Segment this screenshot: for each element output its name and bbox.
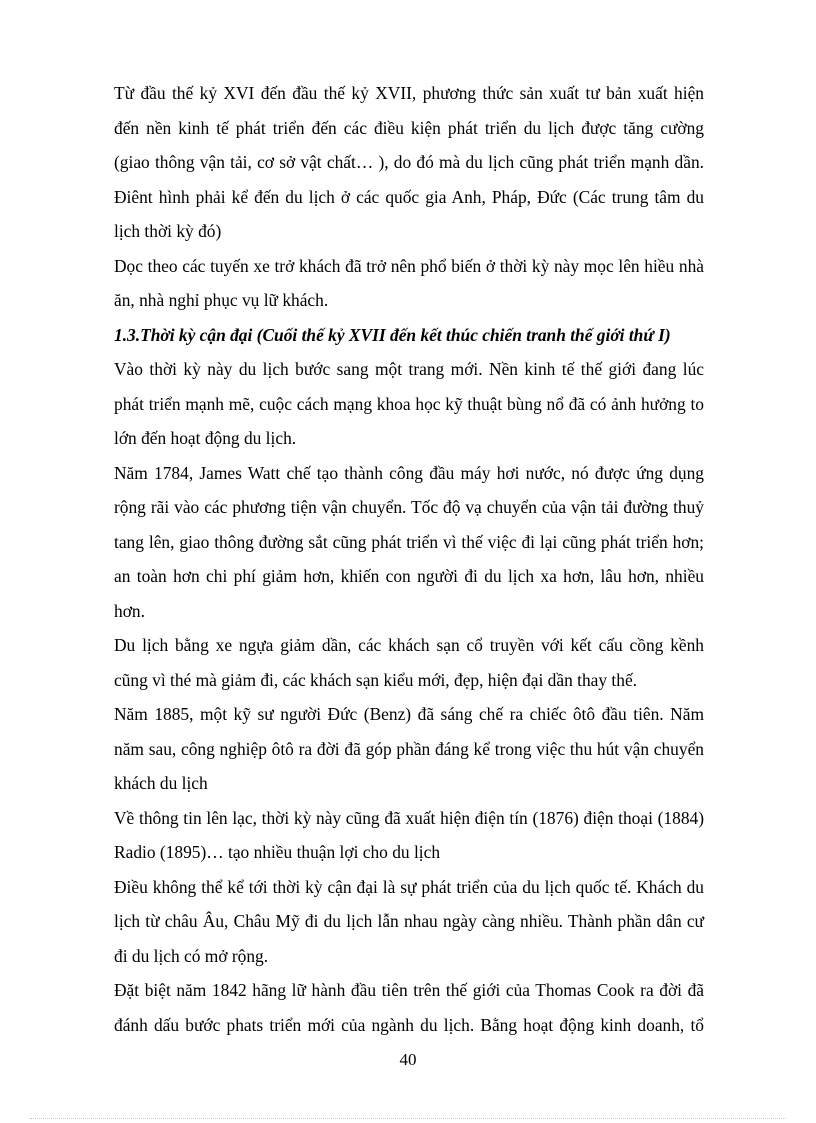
paragraph xyxy=(114,352,704,456)
text-line: Du lịch bằng xe ngựa giảm dần, các khách sạn cổ truyền với kết cấu cồng kềnh xyxy=(114,635,704,655)
text-line: lịch thời kỳ đó) xyxy=(114,221,222,241)
text-line: cũng vì thé mà giảm đi, các khách sạn kiểu mới, đẹp, hiện đại dần thay thế. xyxy=(114,669,638,690)
page-body xyxy=(114,76,704,1042)
text-line: Radio (1895)… tạo nhiều thuận lợi cho du lịch xyxy=(114,842,441,862)
text-line: đến nền kinh tế phát triển đến các điều kiện phát triển du lịch được tăng cường xyxy=(114,117,704,138)
text-line: lịch từ châu Âu, Châu Mỹ đi du lịch lẫn nhau ngày càng nhiều. Thành phần dân cư xyxy=(114,911,704,931)
text-line: đi du lịch có mở rộng. xyxy=(114,945,269,966)
text-line: an toàn hơn chi phí giảm hơn, khiến con người đi du lịch xa hơn, lâu hơn, nhiều xyxy=(114,566,704,586)
text-line: Điều không thể kể tới thời kỳ cận đại là sự phát triển của du lịch quốc tế. Khách du xyxy=(114,876,704,897)
text-line: phát triển mạnh mẽ, cuộc cách mạng khoa học kỹ thuật bùng nổ đã có ảnh hưởng to xyxy=(114,393,704,414)
text-line: lớn đến hoạt động du lịch. xyxy=(114,428,297,448)
text-line: Năm 1885, một kỹ sư người Đức (Benz) đã sáng chế ra chiếc ôtô đầu tiên. Năm xyxy=(114,704,704,724)
paragraph xyxy=(114,870,704,974)
text-line: (giao thông vận tải, cơ sở vật chất… ), do đó mà du lịch cũng phát triển mạnh dần. xyxy=(114,152,704,172)
paragraph xyxy=(114,76,704,249)
paragraph xyxy=(114,249,704,318)
text-line: tang lên, giao thông đường sắt cũng phát triển vì thế việc đi lại cũng phát triển hơn; xyxy=(114,531,704,552)
text-line: Năm 1784, James Watt chế tạo thành công đầu máy hơi nước, nó được ứng dụng xyxy=(114,462,704,483)
text-line: rộng rãi vào các phương tiện vận chuyển. Tốc độ vạ chuyển của vận tải đường thuỷ xyxy=(114,497,704,517)
text-line: Về thông tin lên lạc, thời kỳ này cũng đã xuất hiện điện tín (1876) điện thoại (1884) xyxy=(114,807,704,828)
text-line: Đặt biệt năm 1842 hãng lữ hành đầu tiên trên thế giới của Thomas Cook ra đời đã xyxy=(114,980,704,1000)
section-heading: 1.3.Thời kỳ cận đại (Cuối thế kỷ XVII đến kết thúc chiến tranh thế giới thứ I) xyxy=(114,324,671,345)
text-line: Vào thời kỳ này du lịch bước sang một trang mới. Nền kinh tế thế giới đang lúc xyxy=(114,359,704,379)
text-line: Từ đầu thế kỷ XVI đến đầu thế kỷ XVII, phương thức sản xuất tư bản xuất hiện xyxy=(114,83,704,103)
page-number: 40 xyxy=(399,1050,417,1069)
text-line: hơn. xyxy=(114,600,145,621)
text-line: năm sau, công nghiệp ôtô ra đời đã góp phần đáng kể trong việc thu hút vận chuyển xyxy=(114,738,704,759)
text-line: ăn, nhà nghỉ phục vụ lữ khách. xyxy=(114,290,329,310)
text-line: khách du lịch xyxy=(114,773,208,793)
page-bottom-border xyxy=(30,1118,786,1119)
paragraph xyxy=(114,697,704,801)
text-line: đánh dấu bước phats triển mới của ngành du lịch. Bằng hoạt động kinh doanh, tổ xyxy=(114,1014,704,1035)
text-line: Điênt hình phải kể đến du lịch ở các quốc gia Anh, Pháp, Đức (Các trung tâm du xyxy=(114,186,704,207)
paragraph xyxy=(114,456,704,629)
paragraph xyxy=(114,801,704,870)
paragraph xyxy=(114,628,704,697)
text-line: Dọc theo các tuyến xe trở khách đã trở nên phổ biến ở thời kỳ này mọc lên hiều nhà xyxy=(114,255,704,276)
paragraph xyxy=(114,973,704,1042)
